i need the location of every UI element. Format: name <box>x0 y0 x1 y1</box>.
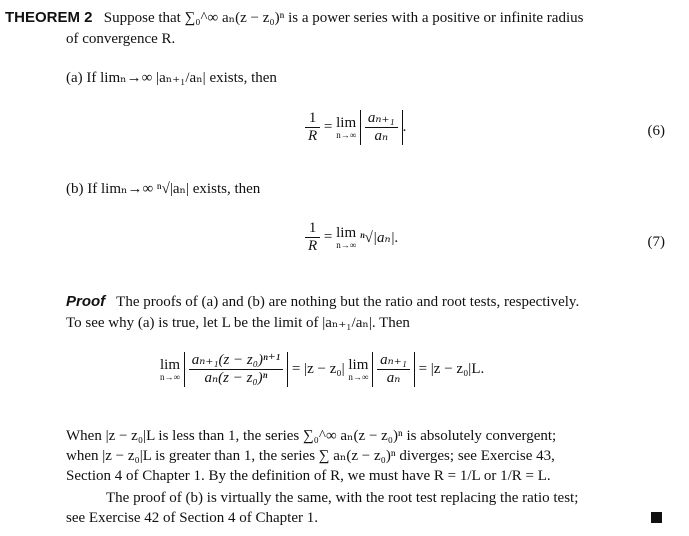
proof-para1-line3: Section 4 of Chapter 1. By the definition of R, we must have R = 1/L or 1/R = L. <box>66 468 551 484</box>
theorem-text-line1: Suppose that ∑₀^∞ aₙ(z − z₀)ⁿ is a power series with a positive or infinite radius <box>103 10 584 26</box>
display-frac2-den: aₙ <box>386 370 401 386</box>
eq6-lhs-num: 1 <box>308 110 317 126</box>
eq7-nth-root: ⁿ√|aₙ|. <box>359 230 399 246</box>
display-frac2-num: aₙ₊₁ <box>380 352 407 368</box>
eq6-lhs-den: R <box>308 128 318 144</box>
theorem-statement-line1 <box>5 9 583 27</box>
display-lim-sub: n→∞ <box>160 372 180 382</box>
proof-para2-line1: The proof of (b) is virtually the same, with the root test replacing the ratio test; <box>106 490 579 506</box>
eq6-equals: = <box>323 119 333 135</box>
display-abs-value-1 <box>184 352 288 387</box>
eq6-ratio-num: aₙ₊₁ <box>367 110 395 126</box>
display-lim2-sub: n→∞ <box>348 372 369 382</box>
eq6-abs-value <box>360 110 403 145</box>
equation-number-6: (6) <box>647 123 665 139</box>
eq6-ratio <box>365 110 398 145</box>
equation-number-7: (7) <box>647 234 665 250</box>
display-lim <box>160 357 180 382</box>
display-lim2-word: lim <box>348 357 369 373</box>
display-lim2 <box>348 357 368 382</box>
proof-line1 <box>66 293 579 311</box>
theorem-text-line2: of convergence R. <box>66 31 176 47</box>
eq7-lhs-fraction <box>305 220 320 255</box>
eq6-lim-sub: n→∞ <box>336 130 357 140</box>
display-abs-value-2 <box>372 352 415 387</box>
display-mid: = |z − z₀| <box>291 361 345 377</box>
proof-para1-line2: when |z − z₀|L is greater than 1, the series ∑ aₙ(z − z₀)ⁿ diverges; see Exercise 43, <box>66 448 555 464</box>
display-lim-word: lim <box>160 357 181 373</box>
proof-text-line2: To see why (a) is true, let L be the limit of |aₙ₊₁/aₙ|. Then <box>66 315 410 331</box>
eq7-lim <box>336 225 356 250</box>
eq6-lim-word: lim <box>336 115 357 131</box>
eq7-equals: = <box>323 229 333 245</box>
qed-square-icon <box>651 512 662 523</box>
eq7-lhs-den: R <box>308 238 318 254</box>
proof-para1-line1: When |z − z₀|L is less than 1, the series ∑₀^∞ aₙ(z − z₀)ⁿ is absolutely convergent; <box>66 428 557 444</box>
display-frac1-num: aₙ₊₁(z − z₀)ⁿ⁺¹ <box>191 352 281 368</box>
theorem-label: THEOREM 2 <box>5 9 93 26</box>
proof-display-equation <box>160 352 484 387</box>
eq6-period: . <box>402 119 407 135</box>
part-b-text: (b) If limₙ→∞ ⁿ√|aₙ| exists, then <box>66 181 261 197</box>
display-end: = |z − z₀|L. <box>418 361 485 377</box>
eq7-lhs-num: 1 <box>308 220 317 236</box>
display-frac1-den: aₙ(z − z₀)ⁿ <box>204 370 268 386</box>
proof-text-line1: The proofs of (a) and (b) are nothing but the ratio and root tests, respectively. <box>116 294 580 310</box>
equation-7 <box>305 220 398 255</box>
eq6-lim <box>336 115 356 140</box>
display-fraction-1 <box>189 352 283 387</box>
eq6-ratio-den: aₙ <box>374 128 389 144</box>
equation-6 <box>305 110 406 145</box>
eq7-lim-sub: n→∞ <box>336 240 357 250</box>
proof-para2-line2: see Exercise 42 of Section 4 of Chapter 1. <box>66 510 319 526</box>
display-fraction-2 <box>377 352 410 387</box>
eq7-lim-word: lim <box>336 225 357 241</box>
part-a-text: (a) If limₙ→∞ |aₙ₊₁/aₙ| exists, then <box>66 70 277 86</box>
eq6-lhs-fraction <box>305 110 320 145</box>
proof-label: Proof <box>66 293 106 310</box>
